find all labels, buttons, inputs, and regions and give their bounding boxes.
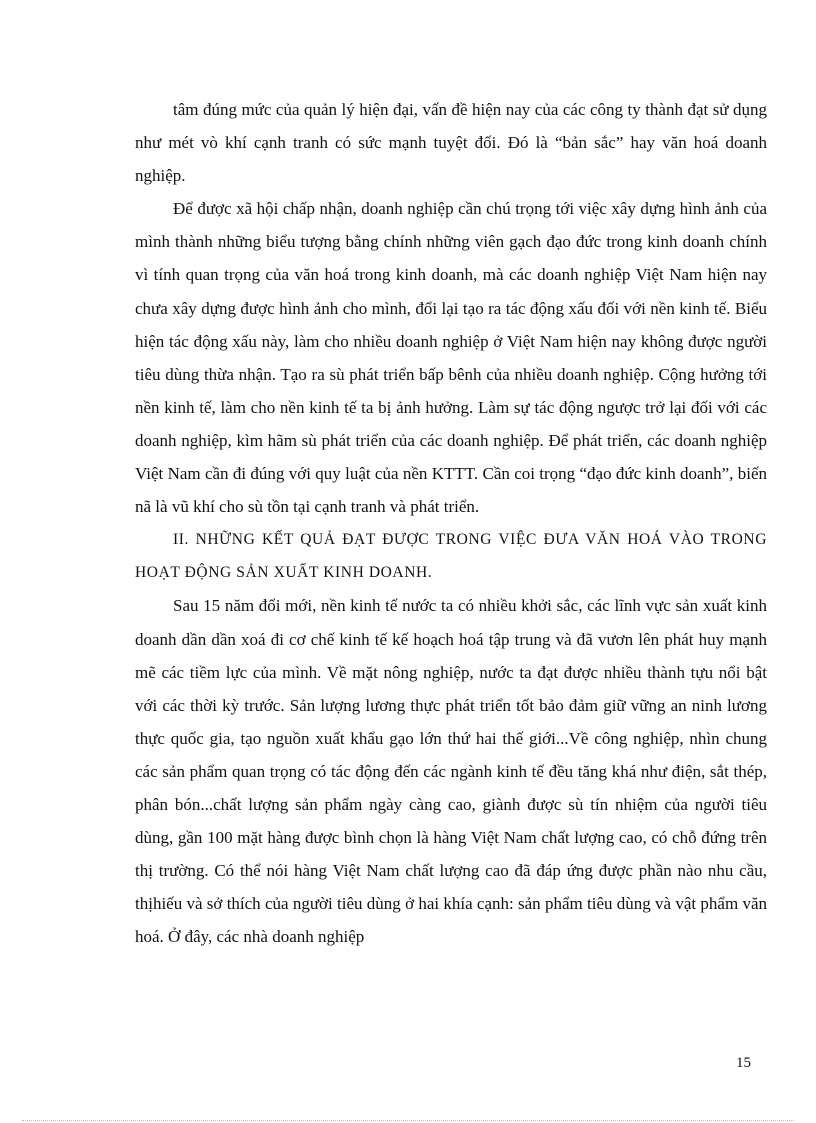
page-number: 15 [736, 1055, 751, 1071]
footer-divider [22, 1120, 794, 1121]
paragraph-economic-results: Sau 15 năm đổi mới, nền kinh tế nước ta có nhiều khởi sắc, các lĩnh vực sản xuất kinh doanh dần dần xoá đi cơ chế kinh tế kế hoạch hoá tập trung và đã vươn lên phát huy mạnh mẽ các tiềm lực của mình. Về mặt nông nghiệp, nước ta đạt được nhiều thành tựu nổi bật với các thời kỳ trước. Sản lượng lương thực phát triển tốt bảo đảm giữ vững an ninh lương thực quốc gia, tạo nguồn xuất khẩu gạo lớn thứ hai thế giới...Về công nghiệp, nhìn chung các sản phẩm quan trọng có tác động đến các ngành kinh tế đều tăng khá như điện, sắt thép, phân bón...chất lượng sản phẩm ngày càng cao, giành được sù tín nhiệm của người tiêu dùng, gần 100 mặt hàng được bình chọn là hàng Việt Nam chất lượng cao, có chỗ đứng trên thị trường. Có thể nói hàng Việt Nam chất lượng cao đã đáp ứng được phần nào nhu cầu, thịhiếu và sở thích của người tiêu dùng ở hai khía cạnh: sản phẩm tiêu dùng và vật phẩm văn hoá. Ở đây, các nhà doanh nghiệp [135, 596, 767, 947]
section-heading: II. NHỮNG KẾT QUẢ ĐẠT ĐƯỢC TRONG VIỆC ĐƯA VĂN HOÁ VÀO TRONG HOẠT ĐỘNG SẢN XUẤT KINH DOANH. [135, 531, 767, 582]
paragraph-business-ethics: Để được xã hội chấp nhận, doanh nghiệp cần chú trọng tới việc xây dựng hình ảnh của mình thành những biểu tượng bằng chính những viên gạch đạo đức trong kinh doanh chính vì tính quan trọng của văn hoá trong kinh doanh, mà các doanh nghiệp Việt Nam hiện nay chưa xây dựng được hình ảnh cho mình, đổi lại tạo ra tác động xấu đối với nền kinh tế. Biểu hiện tác động xấu này, làm cho nhiều doanh nghiệp ở Việt Nam hiện nay không được người tiêu dùng thừa nhận. Tạo ra sù phát triển bấp bênh của nhiều doanh nghiệp. Cộng hưởng tới nền kinh tế, làm cho nền kinh tế ta bị ảnh hưởng. Làm sự tác động ngược trở lại đối với các doanh nghiệp, kìm hãm sù phát triển của các doanh nghiệp. Để phát triển, các doanh nghiệp Việt Nam cần đi đúng với quy luật của nền KTTT. Cần coi trọng “đạo đức kinh doanh”, biến nã là vũ khí cho sù tồn tại cạnh tranh và phát triển. [135, 199, 767, 517]
paragraph-continuation: tâm đúng mức của quản lý hiện đại, vấn đề hiện nay của các công ty thành đạt sử dụng như mét vò khí cạnh tranh có sức mạnh tuyệt đối. Đó là “bản sắc” hay văn hoá doanh nghiệp. [135, 100, 767, 186]
document-body [135, 93, 767, 953]
